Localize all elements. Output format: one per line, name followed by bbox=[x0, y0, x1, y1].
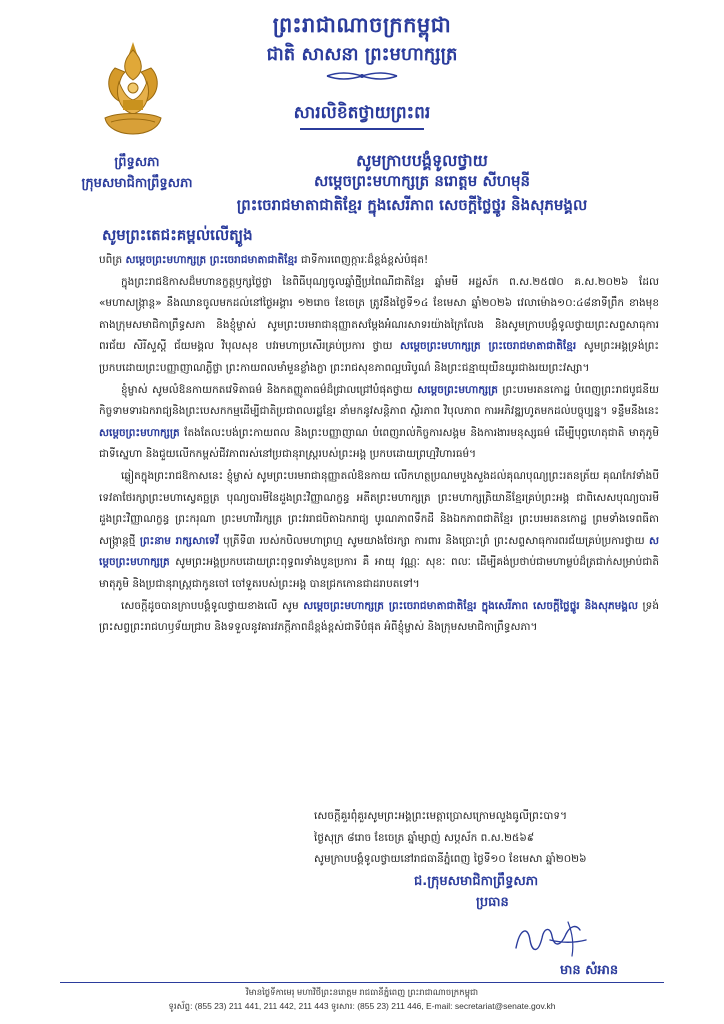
p3-text-b: ព្រះបរមរតនកោដ្ឋ បំពេញព្រះរាជបូជនីយកិច្ចទាមទារឯករាជ្យនិងព្រះបេសកកម្មដើម្បីជាតិប្រជាពលរដ្ឋខ្មែរ នាំមកនូវសន្តិភាព ស្ថិរភាព វិបុលភាព ការអភិវឌ្ឍហូតមកដល់បច្ចុប្បន្ន។ ទន្ទឹមនឹងនេះ bbox=[99, 383, 659, 418]
p3-text-c: តែងតែលះបង់ព្រះកាយពល និងព្រះបញ្ញាញាណ បំពេញរាល់កិច្ចការសង្គម និងការងារមនុស្សធម៌ ដើម្បីបុព្វហេតុជាតិ មាតុភូមិជាទីស្នេហា និងជួយលើកកម្ពស់ជីវភាពរស់នៅប្រជានុរាស្ត្ររបស់ព្រះអង្គ ប្រកបដោយព្រហ្មវិហារធម៌។ bbox=[99, 426, 659, 461]
p4-text-a: ឆ្លៀតក្នុងព្រះរាជឱកាសនេះ ខ្ញុំម្ចាស់ សូមព្រះបរមរាជានុញ្ញាតលំឱនកាយ លើកហត្ថប្រណមបួងសួងដល់គុណបុណ្យព្រះរតនត្រ័យ គុណកែវទាំងបី ទេវតាថែរក្សាព្រះមហាស្វេតច្ឆត្រ បុណ្យបារមីនៃដួងព្រះវិញ្ញាណក្ខន្ធ អតីតព្រះមហាក្សត្រ ព្រះមហាក្សត្រិយានីខ្មែរគ្រប់ព្រះអង្គ ជាពិសេសបុណ្យបារមី ដួងព្រះវិញ្ញាណក្ខន្ធ ព្រះករុណា ព្រះមហាវីរក្សត្រ ព្រះវររាជបិតាឯករាជ្យ បូរណភាពទឹកដី និងឯកភាពជាតិខ្មែរ ព្រះបរមរតនកោដ្ឋ ព្រមទាំងទេពធីតាសង្ក្រាន្តថ្មី bbox=[99, 469, 659, 547]
p4-text-b: បុត្រីទី៣ របស់កបិលមហាព្រហ្ម សូមយាងថែរក្សា ការពារ និងប្រោះព្រំ ព្រះសព្ទសាធុការពរជ័យគ្រប់ប្រការថ្វាយ bbox=[218, 534, 650, 547]
address-line-2: សម្តេចព្រះមហាក្សត្រ នរោត្តម សីហមុនី bbox=[313, 172, 531, 190]
closing-lunar-date: ថ្ងៃសុក្រ ៨រោច ខែចេត្រ ឆ្នាំម្សាញ់ សប្តស័ក ព.ស.២៥៦៩ bbox=[314, 831, 535, 844]
signer-name: មាន សំអាន bbox=[560, 963, 619, 978]
p1-text-a: បពិត្រ bbox=[99, 254, 126, 266]
footer-contact: ទូរស័ព្ទ: (855 23) 211 441, 211 442, 211 443 ទូរសារ: (855 23) 211 446, E-mail: secretariat@senate.gov.kh bbox=[168, 1001, 556, 1011]
p3-highlight-2: សម្តេចព្រះមហាក្សត្រ bbox=[99, 426, 180, 439]
signatory-role: ប្រធាន bbox=[476, 895, 509, 911]
paragraph-1 bbox=[99, 250, 659, 272]
national-motto: ជាតិ សាសនា ព្រះមហាក្សត្រ bbox=[266, 44, 458, 65]
ornament-divider-icon bbox=[325, 70, 399, 82]
p3-highlight-1: សម្តេចព្រះមហាក្សត្រ bbox=[417, 383, 498, 396]
paragraph-4 bbox=[99, 466, 659, 596]
p5-text-a: សេចក្តីដូចបានក្រាបបង្គំទូលថ្វាយខាងលើ សូម bbox=[121, 599, 304, 612]
p4-highlight-2: សម្តេចព្រះមហាក្សត្រ bbox=[99, 534, 660, 569]
org-line-members: ក្រុមសមាជិកាព្រឹទ្ធសភា bbox=[81, 176, 193, 191]
paragraph-2 bbox=[99, 272, 659, 380]
p1-highlight: សម្តេចព្រះមហាក្សត្រ ព្រះចេរាជមាតាជាតិខ្មែរ bbox=[125, 254, 298, 266]
handwritten-signature bbox=[510, 918, 590, 960]
p2-tail: សូមព្រះអង្គទ្រង់ព្រះប្រកបដោយព្រះបញ្ញាញាណភ្លឺថ្លា ព្រះកាយពលមាំមួនខ្លាំងក្លា ព្រះរាជសុខភាពល្អបរិបូណ៌ និងព្រះជន្មាយុយឺនយូរជាងរយព្រះវស្សា។ bbox=[99, 340, 660, 374]
org-line-senate: ព្រឹទ្ធសភា bbox=[114, 155, 160, 170]
kingdom-heading: ព្រះរាជាណាចក្រកម្ពុជា bbox=[272, 13, 452, 37]
signatory-organization: ជ.ក្រុមសមាជិកាព្រឹទ្ធសភា bbox=[414, 873, 539, 889]
footer-divider bbox=[60, 982, 664, 983]
p1-text-c: ជាទីការពេញក្ការៈដ៏ខ្ពង់ខ្ពស់បំផុត! bbox=[297, 254, 429, 266]
closing-place-date: សូមក្រាបបង្គំទូលថ្វាយនៅរាជធានីភ្នំពេញ ថ្ងៃទី១០ ខែមេសា ឆ្នាំ២០២៦ bbox=[314, 853, 587, 866]
title-underline bbox=[300, 128, 424, 130]
p3-text-a: ខ្ញុំម្ចាស់ សូមលំឱនកាយកតវេទិតាធម៌ និងកតញ្ញូតាធម៌ដ៏ជ្រាលជ្រៅបំផុតថ្វាយ bbox=[121, 383, 418, 396]
address-line-3: ព្រះចេរាជមាតាជាតិខ្មែរ ក្នុងសេរីភាព សេចក្តីថ្លៃថ្នូរ និងសុភមង្គល bbox=[236, 196, 588, 214]
p4-text-c: សូមព្រះអង្គប្រកបដោយព្រះពុទ្ធពរទាំងបួនប្រការ គឺ អាយុ វណ្ណៈ សុខៈ ពលៈ ដើម្បីគង់ប្រថាប់ជាមហាម្លប់ដ៏ត្រជាក់សម្រាប់ជាតិមាតុភូមិ និងប្រជានុរាស្ត្រជាកូនចៅ ចៅទួតរបស់ព្រះអង្គ បានជ្រកកោនជាដរាបតទៅ។ bbox=[99, 556, 659, 590]
paragraph-3 bbox=[99, 380, 659, 466]
p2-highlight: សម្តេចព្រះមហាក្សត្រ ព្រះចេរាជមាតាជាតិខ្មែរ bbox=[400, 340, 577, 353]
letter-body bbox=[99, 250, 659, 639]
p4-highlight-1: ព្រះនាម រាក្សសាទេវី bbox=[139, 534, 219, 547]
p2-text: ក្នុងព្រះរាជឱកាសដ៏មហានក្ខត្តឫក្សថ្លៃថ្លា នៃពិធីបុណ្យចូលឆ្នាំថ្មីប្រពៃណីជាតិខ្មែរ ឆ្នាំមមី អដ្ឋស័ក ព.ស.២៥៧០ គ.ស.២០២៦ ដែល «មហាសង្ក្រាន្ត» នឹងឈានចូលមកដល់នៅថ្ងៃអង្គារ ១២រោច ខែចេត្រ ត្រូវនឹងថ្ងៃទី១៤ ខែមេសា ឆ្នាំ២០២៦ វេលាម៉ោង១០:៤៨នាទីព្រឹក ខាងមុខ តាងក្រុមសមាជិកាព្រឹទ្ធសភា និងខ្ញុំម្ចាស់ សូមព្រះបរមរាជានុញ្ញាតសម្តែងអំណរសាទរយ៉ាងក្រៃលែង និងសូមក្រាបបង្គំទូលថ្វាយព្រះសព្ទសាធុការពរជ័យ សិរីសួស្តី ជ័យមង្គល វិបុលសុខ បវរមហាប្រសើរគ្រប់ប្រការ ថ្វាយ bbox=[99, 275, 659, 353]
closing-block bbox=[314, 806, 684, 914]
p5-highlight: សម្តេចព្រះមហាក្សត្រ ព្រះចេរាជមាតាជាតិខ្មែរ ក្នុងសេរីភាព សេចក្តីថ្លៃថ្នូរ និងសុភមង្គល bbox=[303, 599, 638, 612]
footer-address: វិមានថ្ងៃទីកាមេរុ មហាវិថីព្រះនរោត្តម រាជធានីភ្នំពេញ ព្រះរាជាណាចក្រកម្ពុជា bbox=[245, 987, 479, 997]
closing-line-1: សេចក្តីគួរពុំគួរសូមព្រះអង្គព្រះមេត្តាប្រោសក្រោមលួងធូលីព្រះបាទ។ bbox=[314, 810, 568, 822]
address-line-1: សូមក្រាបបង្គំទូលថ្វាយ bbox=[356, 151, 488, 170]
document-title: សារលិខិតថ្វាយព្រះពរ bbox=[293, 103, 431, 123]
salutation: សូមព្រះតេជះគម្ពល់លើត្បូង bbox=[102, 226, 253, 244]
paragraph-5 bbox=[99, 596, 659, 639]
p5-text-b: ទ្រង់ព្រះសព្វព្រះរាជហឫទ័យជ្រាប និងទទួលនូវគារវភក្តីភាពដ៏ខ្ពង់ខ្ពស់ជាទីបំផុត អំពីខ្ញុំម្ចាស់ និងក្រុមសមាជិកាព្រឹទ្ធសភា។ bbox=[99, 599, 660, 634]
